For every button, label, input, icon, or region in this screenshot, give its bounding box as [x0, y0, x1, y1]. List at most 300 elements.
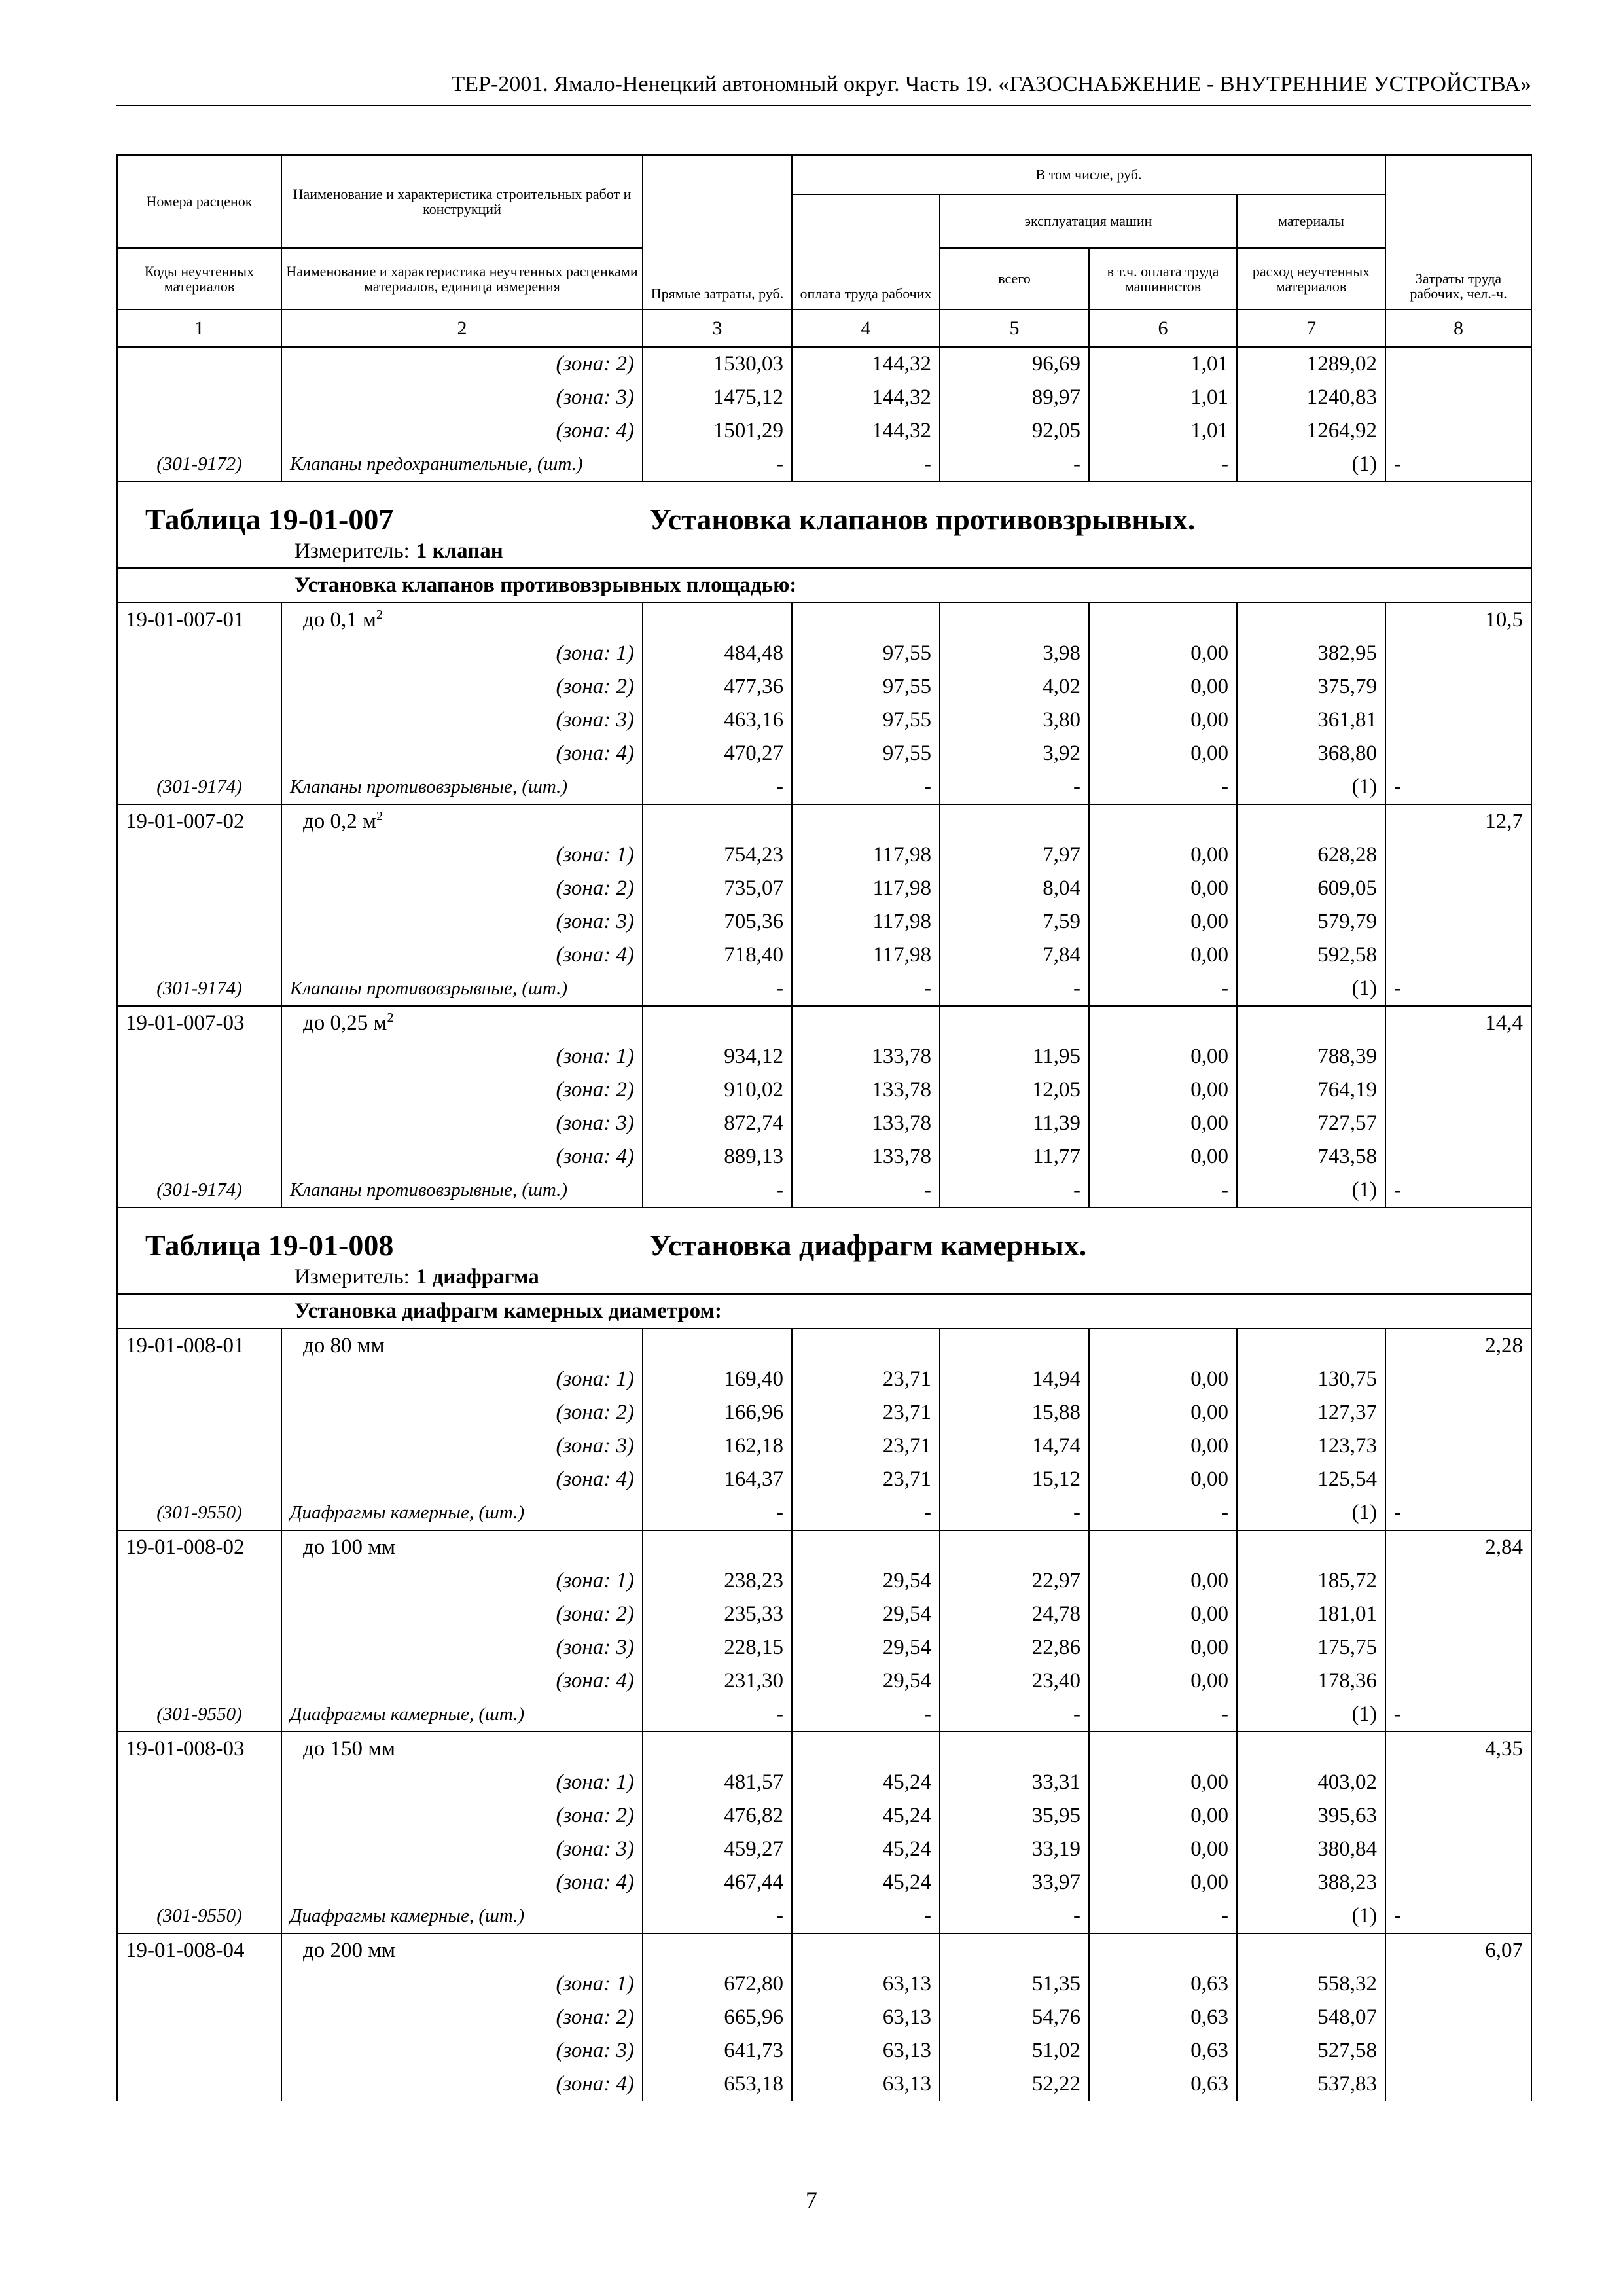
table-heading-row: [117, 482, 1531, 568]
table-body: [117, 347, 1531, 2101]
material-qty: (1): [1237, 770, 1385, 804]
value-cell: 665,96: [643, 2001, 792, 2034]
zone-label: (зона: 1): [281, 1564, 643, 1598]
dash-cell: -: [940, 1496, 1089, 1530]
zone-row: [117, 939, 1531, 972]
dash-cell: -: [1089, 1174, 1237, 1208]
value-cell: 459,27: [643, 1833, 792, 1866]
value-cell: 705,36: [643, 905, 792, 939]
column-number: 1: [117, 310, 281, 347]
value-cell: [1089, 1329, 1237, 1363]
labor-cell: [1385, 737, 1531, 770]
value-cell: 934,12: [643, 1040, 792, 1073]
item-name-cell: [281, 1530, 643, 1564]
labor-cell: [1385, 1833, 1531, 1866]
item-unit-superscript: 2: [376, 809, 383, 823]
table-title: Установка клапанов противовзрывных.: [649, 503, 1196, 536]
zone-row: [117, 1040, 1531, 1073]
machines-header: эксплуатация машин: [940, 194, 1237, 248]
material-qty: (1): [1237, 1698, 1385, 1732]
value-cell: 23,71: [792, 1429, 940, 1463]
item-name-cell: [281, 603, 643, 637]
zone-label: (зона: 4): [281, 1463, 643, 1496]
value-cell: 463,16: [643, 704, 792, 737]
value-cell: 375,79: [1237, 670, 1385, 704]
value-cell: 144,32: [792, 347, 940, 381]
value-cell: 0,00: [1089, 1140, 1237, 1174]
rate-code: 19-01-008-02: [117, 1530, 281, 1564]
code-cell: [117, 347, 281, 381]
material-code: (301-9174): [117, 972, 281, 1006]
table-heading: [117, 1208, 1531, 1294]
col2-top-header: Наименование и характеристика строительных работ и конструкций: [281, 155, 643, 248]
zone-label: (зона: 2): [281, 1799, 643, 1833]
column-number: 3: [643, 310, 792, 347]
code-cell: [117, 1866, 281, 1899]
code-cell: [117, 737, 281, 770]
value-cell: 117,98: [792, 939, 940, 972]
value-cell: [792, 1530, 940, 1564]
value-cell: 735,07: [643, 872, 792, 905]
code-cell: [117, 1967, 281, 2001]
value-cell: 144,32: [792, 414, 940, 448]
zone-row: [117, 2068, 1531, 2101]
code-cell: [117, 1664, 281, 1698]
value-cell: 178,36: [1237, 1664, 1385, 1698]
group-header: В том числе, руб.: [792, 155, 1385, 194]
material-qty: (1): [1237, 972, 1385, 1006]
column-numbers-row: [117, 310, 1531, 347]
value-cell: 0,00: [1089, 1073, 1237, 1107]
value-cell: 63,13: [792, 2068, 940, 2101]
value-cell: 558,32: [1237, 1967, 1385, 2001]
value-cell: 127,37: [1237, 1396, 1385, 1429]
value-cell: 0,00: [1089, 1799, 1237, 1833]
value-cell: 14,94: [940, 1363, 1089, 1396]
material-code: (301-9172): [117, 448, 281, 482]
header-rule: [116, 105, 1531, 106]
labor-cell: [1385, 1363, 1531, 1396]
page-header-title: ТЕР-2001. Ямало-Ненецкий автономный округ. Часть 19. «ГАЗОСНАБЖЕНИЕ - ВНУТРЕННИЕ УСТРОЙСТВА»: [451, 72, 1531, 96]
value-cell: 0,63: [1089, 1967, 1237, 2001]
value-cell: 144,32: [792, 381, 940, 414]
material-row: [117, 770, 1531, 804]
value-cell: [1089, 1006, 1237, 1040]
value-cell: 181,01: [1237, 1598, 1385, 1631]
labor-cell: [1385, 637, 1531, 670]
item-row: [117, 1006, 1531, 1040]
zone-row: [117, 1799, 1531, 1833]
materials-header: материалы: [1237, 194, 1385, 248]
code-cell: [117, 872, 281, 905]
value-cell: 1289,02: [1237, 347, 1385, 381]
labor-cell: [1385, 1040, 1531, 1073]
value-cell: 11,95: [940, 1040, 1089, 1073]
zone-row: [117, 1866, 1531, 1899]
value-cell: 470,27: [643, 737, 792, 770]
code-cell: [117, 1363, 281, 1396]
column-number: 8: [1385, 310, 1531, 347]
labor-cell: [1385, 939, 1531, 972]
material-code: (301-9550): [117, 1899, 281, 1933]
value-cell: 35,95: [940, 1799, 1089, 1833]
table-title-line: [118, 482, 1531, 535]
value-cell: 96,69: [940, 347, 1089, 381]
item-row: [117, 1329, 1531, 1363]
value-cell: 125,54: [1237, 1463, 1385, 1496]
value-cell: 97,55: [792, 704, 940, 737]
value-cell: 910,02: [643, 1073, 792, 1107]
value-cell: 0,00: [1089, 1866, 1237, 1899]
value-cell: 718,40: [643, 939, 792, 972]
col5-header: всего: [940, 248, 1089, 310]
value-cell: 0,00: [1089, 670, 1237, 704]
measure-value: 1 диафрагма: [416, 1265, 539, 1289]
zone-row: [117, 1564, 1531, 1598]
value-cell: 33,97: [940, 1866, 1089, 1899]
value-cell: 51,35: [940, 1967, 1089, 2001]
code-cell: [117, 2034, 281, 2068]
measure-value: 1 клапан: [416, 539, 503, 563]
material-labor: -: [1385, 1698, 1531, 1732]
value-cell: 51,02: [940, 2034, 1089, 2068]
value-cell: 169,40: [643, 1363, 792, 1396]
item-name: до 0,1 м: [303, 608, 376, 632]
rate-code: 19-01-008-04: [117, 1933, 281, 1967]
value-cell: 1501,29: [643, 414, 792, 448]
labor-value: 6,07: [1385, 1933, 1531, 1967]
labor-cell: [1385, 1967, 1531, 2001]
value-cell: 0,00: [1089, 1631, 1237, 1664]
value-cell: [643, 1732, 792, 1766]
material-labor: -: [1385, 448, 1531, 482]
value-cell: 889,13: [643, 1140, 792, 1174]
labor-cell: [1385, 1140, 1531, 1174]
value-cell: [940, 1006, 1089, 1040]
material-name: Диафрагмы камерные, (шт.): [281, 1698, 643, 1732]
subheader: Установка диафрагм камерных диаметром:: [117, 1294, 1531, 1329]
value-cell: 97,55: [792, 737, 940, 770]
rate-code: 19-01-007-01: [117, 603, 281, 637]
value-cell: 3,92: [940, 737, 1089, 770]
value-cell: 166,96: [643, 1396, 792, 1429]
column-number: 2: [281, 310, 643, 347]
code-cell: [117, 1396, 281, 1429]
code-cell: [117, 1799, 281, 1833]
value-cell: 0,00: [1089, 1766, 1237, 1799]
value-cell: 89,97: [940, 381, 1089, 414]
code-cell: [117, 1140, 281, 1174]
code-cell: [117, 670, 281, 704]
table-measure: [118, 535, 1531, 567]
zone-row: [117, 414, 1531, 448]
dash-cell: -: [940, 1698, 1089, 1732]
zone-label: (зона: 3): [281, 704, 643, 737]
material-name: Диафрагмы камерные, (шт.): [281, 1899, 643, 1933]
value-cell: 0,00: [1089, 1396, 1237, 1429]
value-cell: 133,78: [792, 1107, 940, 1140]
value-cell: [792, 1732, 940, 1766]
table-title: Установка диафрагм камерных.: [649, 1229, 1087, 1262]
value-cell: 45,24: [792, 1766, 940, 1799]
value-cell: 3,98: [940, 637, 1089, 670]
value-cell: 29,54: [792, 1564, 940, 1598]
dash-cell: -: [792, 770, 940, 804]
value-cell: 1475,12: [643, 381, 792, 414]
value-cell: 29,54: [792, 1664, 940, 1698]
material-qty: (1): [1237, 448, 1385, 482]
value-cell: 579,79: [1237, 905, 1385, 939]
value-cell: 380,84: [1237, 1833, 1385, 1866]
value-cell: [792, 1933, 940, 1967]
item-name: до 0,2 м: [303, 810, 376, 833]
code-cell: [117, 838, 281, 872]
value-cell: 24,78: [940, 1598, 1089, 1631]
zone-row: [117, 1463, 1531, 1496]
dash-cell: -: [792, 1899, 940, 1933]
value-cell: [940, 804, 1089, 838]
value-cell: 548,07: [1237, 2001, 1385, 2034]
value-cell: [940, 1530, 1089, 1564]
material-labor: -: [1385, 972, 1531, 1006]
value-cell: [792, 603, 940, 637]
code-cell: [117, 2001, 281, 2034]
zone-label: (зона: 3): [281, 905, 643, 939]
labor-cell: [1385, 2068, 1531, 2101]
dash-cell: -: [643, 1174, 792, 1208]
material-qty: (1): [1237, 1496, 1385, 1530]
value-cell: 0,00: [1089, 1564, 1237, 1598]
code-cell: [117, 1107, 281, 1140]
subheader-row: [117, 1294, 1531, 1329]
value-cell: 63,13: [792, 2001, 940, 2034]
value-cell: 388,23: [1237, 1866, 1385, 1899]
value-cell: 592,58: [1237, 939, 1385, 972]
value-cell: 117,98: [792, 872, 940, 905]
zone-label: (зона: 3): [281, 381, 643, 414]
value-cell: 0,00: [1089, 737, 1237, 770]
value-cell: 117,98: [792, 838, 940, 872]
value-cell: 235,33: [643, 1598, 792, 1631]
value-cell: [792, 1329, 940, 1363]
col7-header: расход неучтенных материалов: [1237, 248, 1385, 310]
labor-value: 2,84: [1385, 1530, 1531, 1564]
value-cell: 63,13: [792, 2034, 940, 2068]
value-cell: [1089, 804, 1237, 838]
value-cell: 0,00: [1089, 872, 1237, 905]
value-cell: 133,78: [792, 1040, 940, 1073]
value-cell: 1,01: [1089, 381, 1237, 414]
value-cell: [643, 1006, 792, 1040]
material-row: [117, 448, 1531, 482]
value-cell: [643, 603, 792, 637]
zone-label: (зона: 1): [281, 1967, 643, 2001]
labor-cell: [1385, 1866, 1531, 1899]
item-name-cell: [281, 1329, 643, 1363]
labor-cell: [1385, 2034, 1531, 2068]
zone-label: (зона: 1): [281, 637, 643, 670]
value-cell: 467,44: [643, 1866, 792, 1899]
material-name: Клапаны противовзрывные, (шт.): [281, 1174, 643, 1208]
value-cell: 0,00: [1089, 1598, 1237, 1631]
item-name-cell: [281, 1006, 643, 1040]
value-cell: [643, 1329, 792, 1363]
labor-cell: [1385, 704, 1531, 737]
value-cell: [940, 603, 1089, 637]
code-cell: [117, 1833, 281, 1866]
item-name: до 0,25 м: [303, 1011, 387, 1035]
value-cell: 33,19: [940, 1833, 1089, 1866]
value-cell: 788,39: [1237, 1040, 1385, 1073]
value-cell: 11,77: [940, 1140, 1089, 1174]
zone-row: [117, 1967, 1531, 2001]
material-code: (301-9174): [117, 1174, 281, 1208]
zone-row: [117, 2034, 1531, 2068]
value-cell: 754,23: [643, 838, 792, 872]
value-cell: 743,58: [1237, 1140, 1385, 1174]
code-cell: [117, 1598, 281, 1631]
labor-cell: [1385, 381, 1531, 414]
value-cell: [1089, 1933, 1237, 1967]
value-cell: [792, 804, 940, 838]
zone-row: [117, 381, 1531, 414]
dash-cell: -: [1089, 770, 1237, 804]
value-cell: 29,54: [792, 1631, 940, 1664]
labor-cell: [1385, 1564, 1531, 1598]
dash-cell: -: [643, 770, 792, 804]
material-name: Клапаны противовзрывные, (шт.): [281, 770, 643, 804]
value-cell: 672,80: [643, 1967, 792, 2001]
dash-cell: -: [643, 1496, 792, 1530]
col1-top-header: Номера расценок: [117, 155, 281, 248]
value-cell: [1237, 1530, 1385, 1564]
labor-value: 10,5: [1385, 603, 1531, 637]
item-unit-superscript: 2: [387, 1011, 394, 1025]
rate-code: 19-01-008-03: [117, 1732, 281, 1766]
col2-bottom-header: Наименование и характеристика неучтенных расценками материалов, единица измерения: [281, 248, 643, 310]
measure-label: Измеритель:: [294, 539, 410, 563]
material-row: [117, 1174, 1531, 1208]
value-cell: [1237, 603, 1385, 637]
labor-cell: [1385, 347, 1531, 381]
code-cell: [117, 704, 281, 737]
value-cell: 0,63: [1089, 2068, 1237, 2101]
zone-label: (зона: 1): [281, 1766, 643, 1799]
code-cell: [117, 414, 281, 448]
value-cell: 175,75: [1237, 1631, 1385, 1664]
zone-row: [117, 1140, 1531, 1174]
table-header: [117, 155, 1531, 347]
value-cell: 45,24: [792, 1866, 940, 1899]
value-cell: 382,95: [1237, 637, 1385, 670]
col3-header: Прямые затраты, руб.: [643, 155, 792, 310]
table-number: Таблица 19-01-007: [145, 503, 394, 536]
code-cell: [117, 905, 281, 939]
value-cell: 0,00: [1089, 1833, 1237, 1866]
value-cell: 12,05: [940, 1073, 1089, 1107]
zone-label: (зона: 2): [281, 872, 643, 905]
value-cell: [643, 804, 792, 838]
dash-cell: -: [643, 1899, 792, 1933]
labor-cell: [1385, 670, 1531, 704]
value-cell: 162,18: [643, 1429, 792, 1463]
labor-cell: [1385, 1598, 1531, 1631]
value-cell: 0,00: [1089, 1463, 1237, 1496]
code-cell: [117, 1766, 281, 1799]
code-cell: [117, 1463, 281, 1496]
labor-cell: [1385, 1463, 1531, 1496]
value-cell: 7,84: [940, 939, 1089, 972]
value-cell: 133,78: [792, 1140, 940, 1174]
labor-value: 2,28: [1385, 1329, 1531, 1363]
code-cell: [117, 1564, 281, 1598]
dash-cell: -: [792, 1698, 940, 1732]
zone-label: (зона: 3): [281, 1631, 643, 1664]
column-number: 6: [1089, 310, 1237, 347]
labor-cell: [1385, 1107, 1531, 1140]
value-cell: 92,05: [940, 414, 1089, 448]
dash-cell: -: [1089, 1698, 1237, 1732]
value-cell: 14,74: [940, 1429, 1089, 1463]
labor-cell: [1385, 872, 1531, 905]
value-cell: 0,63: [1089, 2034, 1237, 2068]
zone-row: [117, 838, 1531, 872]
material-name: Клапаны противовзрывные, (шт.): [281, 972, 643, 1006]
item-name-cell: [281, 1933, 643, 1967]
code-cell: [117, 1631, 281, 1664]
labor-cell: [1385, 1429, 1531, 1463]
value-cell: 97,55: [792, 637, 940, 670]
zone-row: [117, 2001, 1531, 2034]
dash-cell: -: [940, 972, 1089, 1006]
zone-row: [117, 737, 1531, 770]
zone-label: (зона: 2): [281, 670, 643, 704]
material-row: [117, 1899, 1531, 1933]
table-measure: [118, 1261, 1531, 1293]
dash-cell: -: [792, 448, 940, 482]
value-cell: 476,82: [643, 1799, 792, 1833]
value-cell: 123,73: [1237, 1429, 1385, 1463]
zone-label: (зона: 4): [281, 414, 643, 448]
labor-cell: [1385, 1631, 1531, 1664]
zone-row: [117, 1363, 1531, 1396]
dash-cell: -: [792, 1174, 940, 1208]
labor-cell: [1385, 1799, 1531, 1833]
zone-row: [117, 1396, 1531, 1429]
value-cell: 1240,83: [1237, 381, 1385, 414]
rate-code: 19-01-008-01: [117, 1329, 281, 1363]
item-name-cell: [281, 1732, 643, 1766]
column-number: 7: [1237, 310, 1385, 347]
value-cell: 0,00: [1089, 637, 1237, 670]
dash-cell: -: [1089, 1899, 1237, 1933]
value-cell: 484,48: [643, 637, 792, 670]
zone-row: [117, 1598, 1531, 1631]
value-cell: 164,37: [643, 1463, 792, 1496]
zone-label: (зона: 3): [281, 2034, 643, 2068]
zone-label: (зона: 4): [281, 939, 643, 972]
zone-label: (зона: 1): [281, 1363, 643, 1396]
code-cell: [117, 1073, 281, 1107]
labor-cell: [1385, 1766, 1531, 1799]
value-cell: 4,02: [940, 670, 1089, 704]
material-labor: -: [1385, 770, 1531, 804]
value-cell: [940, 1329, 1089, 1363]
value-cell: 15,88: [940, 1396, 1089, 1429]
material-qty: (1): [1237, 1899, 1385, 1933]
dash-cell: -: [792, 1496, 940, 1530]
material-name: Клапаны предохранительные, (шт.): [281, 448, 643, 482]
